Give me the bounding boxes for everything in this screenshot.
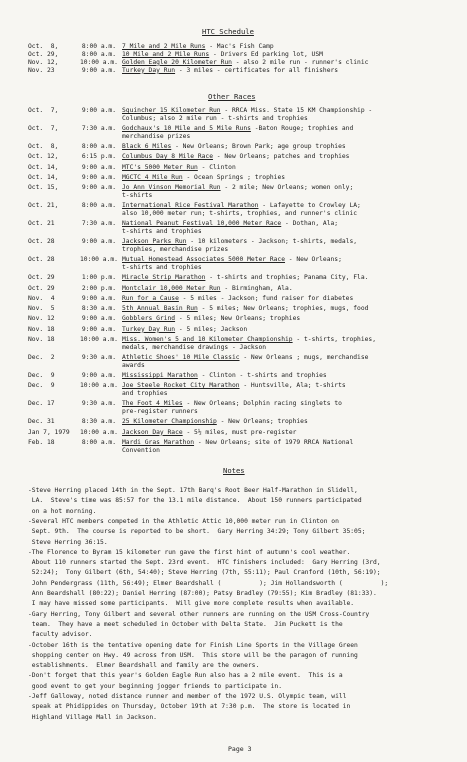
event-description [122,305,368,313]
note-line: LA. Steve's time was 85:57 for the 13.1 mile distance. About 150 runners participated [28,497,362,505]
event-name: Squincher 15 Kilometer Run [122,107,221,114]
note-line: establishments. Elmer Beardshall and family are the owners. [28,662,260,670]
event-date: Nov. 23 [28,66,55,74]
event-date: Oct. 7, [28,107,59,114]
note-line: shopping center on Hwy. 49 across from USM. This store will be the paragon of running [28,651,358,659]
event-name: Mardi Gras Marathon [122,438,195,446]
note-line: speak at Phidippides on Thursday, October 19th at 7:30 p.m. The store is located in [28,703,351,711]
event-details: - Huntsville, Ala; t-shirts [239,382,346,390]
event-name: 5th Annual Basin Run [122,305,198,313]
event-date: Nov. 18 [28,325,55,333]
note-item: -Several HTC members competed in the Athletic Attic 10,000 meter run in Clinton on [28,517,339,525]
event-details: - Ocean Springs ; trophies [182,173,286,181]
event-date: Jan 7, 1979 [28,428,70,436]
event-name: MGCTC 4 Mile Run [122,173,183,181]
event-time: 9:00 a.m. [81,173,116,181]
note-line: on a hot morning. [28,507,97,515]
event-date: Dec. 9 [28,372,55,379]
note-line: I may have missed some participants. Will give more complete results when available. [28,600,355,608]
event-date: Oct. 14, [28,173,59,181]
event-description [122,447,160,455]
event-description [122,285,293,293]
event-details: - 10 kilometers - Jackson; t-shirts, medals, [186,238,358,246]
note-line: Ann Beardshall (80:22); Daniel Herring (87:00); Patsy Bradley (79:55); Kim Bradley (81:33). [28,590,377,597]
event-time: 7:30 a.m. [81,220,116,228]
event-details: Convention [122,446,160,454]
event-time: 9:00 a.m. [81,315,116,323]
event-description [122,59,368,67]
event-name: Golden Eagle 20 Kilometer Run [122,58,232,66]
event-description [122,238,357,246]
event-date: Dec. 31 [28,418,55,426]
event-description [122,210,357,218]
event-details: t-shirts and trophies [122,263,202,271]
event-description [122,336,376,344]
event-details: - Clinton - t-shirts and trophies [197,372,327,379]
event-date: Oct. 29 [28,274,55,282]
event-date: Oct. 7, [28,125,59,132]
event-date: Oct. 28 [28,256,55,264]
event-time: 6:15 p.m. [81,153,116,161]
event-description [122,354,368,362]
event-time: 8:00 a.m. [81,43,116,50]
event-time: 9:00 a.m. [81,163,116,171]
event-details: - 5 miles; Jackson [175,325,248,333]
event-details: also 10,000 meter run; t-shirts, trophies, and runner's clinic [122,209,358,217]
event-details: pre-register runners [122,407,198,415]
event-time: 8:00 a.m. [81,438,116,446]
event-description [122,164,236,172]
event-description [122,220,338,228]
event-description [122,408,198,416]
event-date: Nov. 18 [28,336,55,343]
event-time: 8:30 a.m. [81,418,116,426]
event-description [122,400,342,408]
event-description [122,51,323,59]
event-details: - 3 miles - certificates for all finishers [175,66,339,74]
event-date: Oct. 21, [28,202,59,210]
note-item: -Steve Herring placed 14th in the Sept. 17th Barq's Root Beer Half-Marathon in Slidell, [28,487,358,494]
event-details: - Drivers Ed parking lot, USM [209,50,323,58]
event-details: - 2 mile; New Orleans; women only; [220,184,354,192]
event-date: Dec. 17 [28,400,55,408]
event-date: Oct. 8, [28,43,59,50]
event-name: International Rice Festival Marathon [122,202,259,210]
event-details: - also 2 mile run - runner's clinic [231,58,369,66]
event-details: awards [122,361,145,369]
note-line: Steve Herring 36:15. [28,538,108,546]
event-details: t-shirts [122,191,153,199]
event-details: - New Orleans; [285,256,342,264]
event-details: - RRCA Miss. State 15 KM Championship - [220,107,373,114]
event-details: merchandise prizes [122,132,191,140]
note-line: John Pendergrass (11th, 56:49); Elmer Beardshall ( ); Jim Hollandsworth ( ); [28,579,389,587]
event-details: Columbus; also 2 mile run - t-shirts and trophies [122,114,308,122]
event-name: Athletic Shoes' 10 Mile Classic [122,354,240,361]
event-details: - Clinton [197,163,236,171]
event-description [122,228,202,236]
event-time: 9:30 a.m. [81,400,116,408]
event-name: Mutual Homestead Associates 5000 Meter Race [122,256,286,264]
event-details: - t-shirts and trophies; Panama City, Fla. [205,274,369,282]
event-name: Gobblers Grind [122,315,176,323]
event-name: Godchaux's 10 Mile and 5 Mile Runs [122,125,251,132]
event-description [122,439,353,447]
event-description [122,274,368,282]
event-date: Oct. 28 [28,238,55,246]
event-time: 9:00 a.m. [81,294,116,302]
event-name: Montclair 10,000 Meter Run [122,284,221,292]
event-details: trophies, merchandise prizes [122,245,229,253]
event-time: 9:00 a.m. [81,107,116,114]
note-line: faculty advisor. [28,631,93,639]
event-date: Oct. 12, [28,153,59,161]
event-date: Dec. 2 [28,354,55,361]
event-details: - Dothan, Ala; [281,220,339,228]
event-description [122,202,361,210]
event-time: 1:00 p.m. [81,274,116,282]
event-name: Jackson Day Race [122,428,183,436]
note-line: Highland Village Mall in Jackson. [28,713,157,721]
event-details: - t-shirts, trophies, [292,336,377,343]
event-name: Columbus Day 8 Mile Race [122,153,213,161]
event-description [122,43,274,51]
event-details: - 5½ miles, must pre-register [182,428,297,436]
event-description [122,115,308,123]
event-details: - 5 miles; New Orleans; trophies, mugs, food [197,305,369,313]
event-description [122,192,152,200]
event-details: - Lafayette to Crowley LA; [258,202,361,210]
event-description [122,362,145,370]
event-description [122,133,190,141]
event-description [122,326,247,334]
event-description [122,246,228,254]
event-name: 10 Mile and 2 Mile Runs [122,50,210,58]
event-date: Feb. 18 [28,438,55,446]
event-name: Jo Ann Vinson Memorial Run [122,184,221,192]
note-item: -The Florence to Byram 15 kilometer run gave the first hint of autumn's cool weather. [28,548,351,556]
event-details: - Birmingham, Ala. [220,284,293,292]
event-time: 7:30 a.m. [81,125,116,132]
event-time: 9:00 a.m. [81,325,116,333]
event-name: Joe Steele Rocket City Marathon [122,382,240,390]
event-description [122,184,353,192]
event-date: Dec. 9 [28,382,55,390]
event-details: medals, merchandise drawings - Jackson [122,343,267,351]
event-name: Black 6 Miles [122,143,172,150]
event-description [122,125,353,133]
note-line: 52:24); Tony Gilbert (6th, 54:40); Steve Herring (7th, 55:11); Paul Cranford (10th, 56:19); [28,569,381,577]
event-description [122,390,168,398]
event-name: The Foot 4 Miles [122,400,183,408]
event-date: Nov. 12, [28,58,59,66]
event-time: 10:00 a.m. [80,382,118,390]
event-name: MTC's 5000 Meter Run [122,163,198,171]
event-name: National Peanut Festival 10,000 Meter Race [122,220,282,228]
event-date: Nov. 12 [28,315,55,323]
event-description [122,107,372,115]
event-date: Oct. 14, [28,163,59,171]
event-time: 9:00 a.m. [81,66,116,74]
event-time: 8:00 a.m. [81,202,116,210]
event-details: - New Orleans; Dolphin racing singlets to [182,400,342,408]
event-details: - 5 miles; New Orleans; trophies [175,315,301,323]
event-description [122,429,296,437]
event-name: Miss. Women's 5 and 10 Kilometer Championship [122,336,293,343]
event-time: 10:00 a.m. [80,336,118,343]
event-date: Oct. 29, [28,50,59,58]
event-details: - 5 miles - Jackson; fund raiser for diabetes [178,294,354,302]
event-time: 10:00 a.m. [80,58,118,66]
event-description [122,143,346,151]
event-description [122,418,308,426]
event-time: 9:00 a.m. [81,184,116,192]
event-date: Nov. 5 [28,305,55,313]
event-description [122,372,327,380]
event-description [122,344,266,352]
event-details: and trophies [122,389,168,397]
event-details: - New Orleans ; mugs, merchandise [239,354,369,361]
event-details: - New Orleans; patches and trophies [213,153,350,161]
event-name: Run for a Cause [122,294,179,302]
event-time: 2:00 p.m. [81,284,116,292]
event-details: - Mac's Fish Camp [205,43,274,50]
event-details: t-shirts and trophies [122,227,202,235]
htc-schedule-title: HTC Schedule [202,27,254,36]
event-description [122,315,300,323]
event-date: Nov. 4 [28,294,55,302]
event-time: 8:30 a.m. [81,305,116,313]
event-time: 10:00 a.m. [80,428,118,436]
event-details: - New Orleans; Brown Park; age group trophies [171,143,346,150]
event-time: 9:00 a.m. [81,238,116,246]
note-line: Sept. 9th. The course is reported to be short. Gary Herring 34:29; Tony Gilbert 35:05; [28,528,366,536]
event-description [122,153,349,161]
note-line: good event to get your beginning jogger friends to participate in. [28,682,283,690]
event-name: 25 Kilometer Championship [122,418,217,426]
event-time: 9:00 a.m. [81,372,116,379]
other-races-title: Other Races [208,92,256,101]
event-time: 8:00 a.m. [81,143,116,150]
event-name: Mississippi Marathon [122,372,198,379]
event-description [122,295,353,303]
event-time: 8:00 a.m. [81,50,116,58]
note-line: team. They have a meet scheduled in October with Delta State. Jim Puckett is the [28,620,343,628]
event-time: 10:00 a.m. [80,256,118,264]
note-item: -Gary Herring, Tony Gilbert and several other runners are running on the USM Cross-Country [28,610,370,618]
note-item: -October 16th is the tentative opening date for Finish Line Sports in the Village Green [28,641,358,649]
event-details: -Baton Rouge; trophies and [250,125,354,132]
note-item: -Don't forget that this year's Golden Eagle Run also has a 2 mile event. This is a [28,672,343,680]
event-details: - New Orleans; trophies [216,418,308,426]
event-details: - New Orleans; site of 1979 RRCA National [194,438,354,446]
event-name: Jackson Parks Run [122,238,187,246]
event-date: Oct. 21 [28,220,55,228]
note-item: -Jeff Galloway, noted distance runner and member of the 1972 U.S. Olympic team, will [28,693,347,700]
page-number: Page 3 [228,745,252,753]
event-name: Turkey Day Run [122,66,176,74]
notes-title: Notes [223,466,245,475]
event-date: Oct. 29 [28,284,55,292]
event-name: Turkey Day Run [122,325,176,333]
note-line: About 110 runners started the Sept. 23rd event. HTC finishers included: Gary Herring (3rd, [28,559,381,567]
event-time: 9:30 a.m. [81,354,116,361]
event-description [122,67,338,75]
event-description [122,174,285,182]
event-description [122,256,342,264]
event-date: Oct. 8, [28,143,59,150]
event-description [122,264,202,272]
event-date: Oct. 15, [28,184,59,192]
event-description [122,382,346,390]
event-name: Miracle Strip Marathon [122,274,206,282]
event-name: 7 Mile and 2 Mile Runs [122,43,206,50]
